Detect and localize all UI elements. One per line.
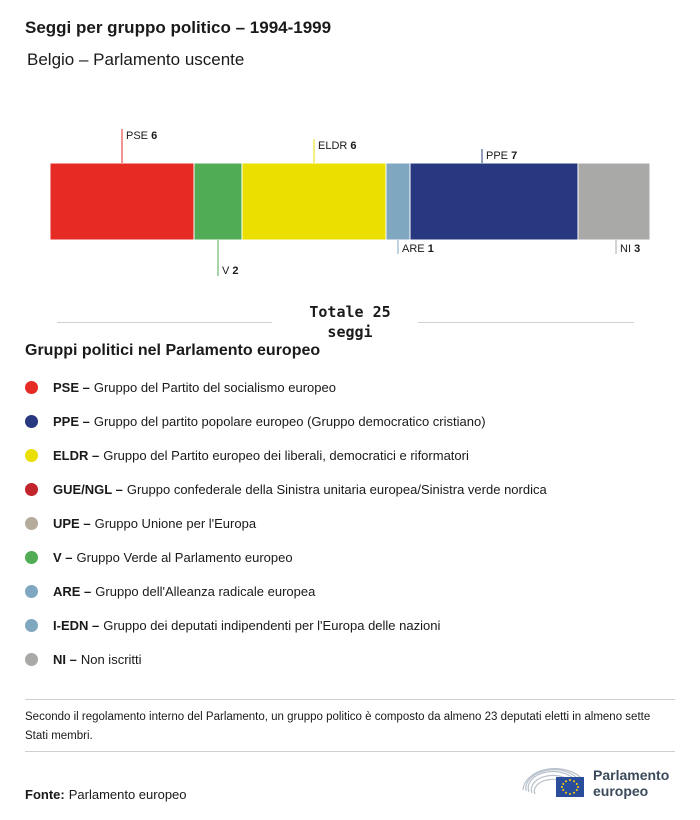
legend-code: PPE – — [53, 413, 90, 429]
legend-color-dot — [25, 585, 38, 598]
note-divider-bottom — [25, 751, 675, 752]
legend-item — [25, 506, 685, 540]
total-seats — [270, 302, 430, 342]
legend-code: PSE – — [53, 379, 90, 395]
legend-color-dot — [25, 517, 38, 530]
data-label-ni: NI 3 — [620, 243, 641, 255]
bar-segment-ppe — [410, 163, 578, 240]
chart-subtitle: Belgio – Parlamento uscente — [27, 50, 245, 69]
legend — [25, 370, 685, 676]
legend-text: Gruppo Unione per l'Europa — [94, 515, 257, 531]
legend-code: UPE – — [53, 515, 91, 531]
legend-item — [25, 540, 685, 574]
legend-color-dot — [25, 551, 38, 564]
bar-segment-ni — [578, 163, 650, 240]
legend-text: Gruppo del partito popolare europeo (Gruppo democratico cristiano) — [93, 413, 486, 429]
chart-title: Seggi per gruppo politico – 1994-1999 — [25, 18, 332, 37]
legend-color-dot — [25, 653, 38, 666]
legend-color-dot — [25, 415, 38, 428]
bar-segment-are — [386, 163, 410, 240]
footnote: Secondo il regolamento interno del Parlamento, un gruppo politico è composto da almeno 23 deputati eletti in almeno sette Stati membri. — [25, 711, 651, 742]
legend-text: Gruppo del Partito europeo dei liberali, democratici e riformatori — [103, 447, 469, 463]
legend-title: Gruppi politici nel Parlamento europeo — [25, 342, 321, 359]
total-divider-left — [57, 322, 272, 323]
legend-code: NI – — [53, 651, 77, 667]
legend-code: I-EDN – — [53, 617, 100, 633]
bar-segment-v — [194, 163, 242, 240]
parliament-hemicycle-icon — [520, 760, 590, 802]
data-label-v: V 2 — [222, 265, 239, 277]
legend-code: ELDR – — [53, 447, 100, 463]
source-label: Fonte: — [25, 787, 65, 802]
source-value: Parlamento europeo — [68, 787, 187, 802]
total-seats-count: Totale 25 — [309, 303, 391, 321]
legend-item — [25, 472, 685, 506]
source — [25, 787, 187, 802]
european-parliament-logo — [520, 760, 680, 802]
legend-code: GUE/NGL – — [53, 481, 123, 497]
legend-color-dot — [25, 619, 38, 632]
legend-color-dot — [25, 449, 38, 462]
legend-code: ARE – — [53, 583, 92, 599]
total-seats-unit: seggi — [327, 323, 373, 341]
legend-text: Gruppo del Partito del socialismo europeo — [93, 379, 336, 395]
bar-segment-pse — [50, 163, 194, 240]
logo-line-2: europeo — [593, 783, 649, 799]
legend-text: Gruppo dell'Alleanza radicale europea — [95, 583, 316, 599]
data-label-pse: PSE 6 — [126, 130, 158, 142]
legend-text: Gruppo dei deputati indipendenti per l'Europa delle nazioni — [103, 617, 441, 633]
data-label-ppe: PPE 7 — [486, 150, 518, 162]
legend-code: V – — [53, 549, 73, 565]
legend-item — [25, 438, 685, 472]
data-label-eldr: ELDR 6 — [318, 140, 357, 152]
data-label-are: ARE 1 — [402, 243, 434, 255]
total-divider-right — [418, 322, 634, 323]
legend-text: Non iscritti — [80, 651, 142, 667]
legend-item — [25, 404, 685, 438]
legend-color-dot — [25, 381, 38, 394]
logo-line-1: Parlamento — [593, 767, 670, 783]
legend-color-dot — [25, 483, 38, 496]
legend-text: Gruppo Verde al Parlamento europeo — [76, 549, 293, 565]
legend-item — [25, 370, 685, 404]
legend-item — [25, 608, 685, 642]
note-divider-top — [25, 699, 675, 700]
bar-segment-eldr — [242, 163, 386, 240]
legend-item — [25, 642, 685, 676]
seats-bar-chart — [0, 120, 700, 290]
legend-text: Gruppo confederale della Sinistra unitaria europea/Sinistra verde nordica — [126, 481, 547, 497]
legend-item — [25, 574, 685, 608]
